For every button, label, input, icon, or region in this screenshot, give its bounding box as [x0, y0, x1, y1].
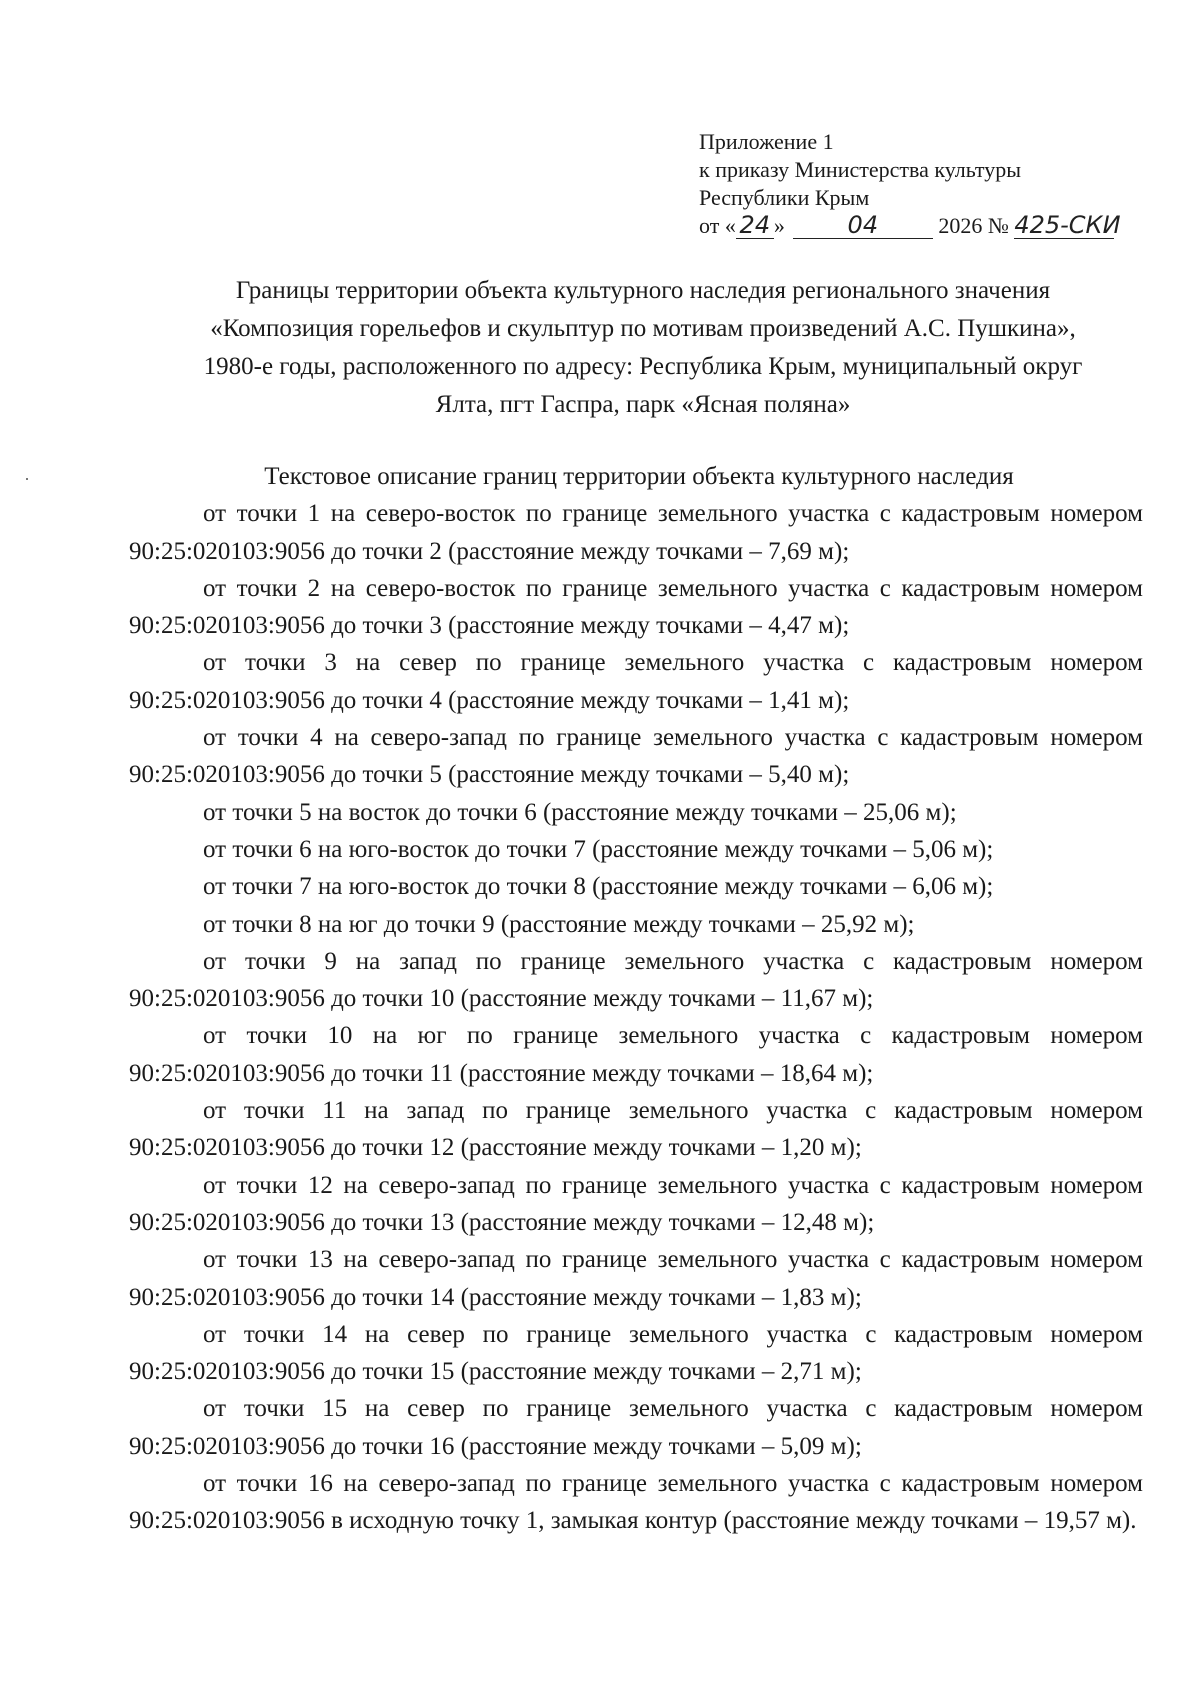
- day-suffix: »: [773, 213, 785, 238]
- boundary-paragraph: от точки 7 на юго-восток до точки 8 (расстояние между точками – 6,06 м);: [203, 873, 994, 901]
- section-subheading: Текстовое описание границ территории объекта культурного наследия: [264, 463, 1014, 490]
- title-line: Границы территории объекта культурного наследия регионального значения: [235, 277, 1051, 304]
- boundary-description: [129, 458, 1143, 1540]
- year-number-label: 2026 №: [938, 213, 1009, 238]
- boundary-paragraph: от точки 6 на юго-восток до точки 7 (расстояние между точками – 5,06 м);: [203, 835, 994, 863]
- boundary-paragraph: от точки 12 на северо-запад по границе земельного участка с кадастровым номером 90:25:020103:9056 до точки 13 (расстояние между точками – 12,48 м);: [129, 1171, 1143, 1236]
- title-line: «Композиция горельефов и скульптур по мотивам произведений А.С. Пушкина»,: [210, 315, 1076, 342]
- boundary-paragraph: от точки 10 на юг по границе земельного участка с кадастровым номером 90:25:020103:9056 до точки 11 (расстояние между точками – 18,64 м);: [129, 1022, 1143, 1087]
- appendix-date-line: [699, 211, 1121, 240]
- handwritten-order-number: 425-СКИ: [1014, 211, 1121, 239]
- boundary-paragraph: от точки 4 на северо-запад по границе земельного участка с кадастровым номером 90:25:020103:9056 до точки 5 (расстояние между точками – 5,40 м);: [129, 724, 1143, 789]
- appendix-order-ref: к приказу Министерства культуры: [699, 157, 1022, 182]
- appendix-label: Приложение 1: [699, 129, 834, 154]
- appendix-header: [699, 128, 1121, 240]
- boundary-paragraph: от точки 11 на запад по границе земельного участка с кадастровым номером 90:25:020103:9056 до точки 12 (расстояние между точками – 1,20 м);: [129, 1097, 1143, 1162]
- boundary-paragraph: от точки 2 на северо-восток по границе земельного участка с кадастровым номером 90:25:020103:9056 до точки 3 (расстояние между точками – 4,47 м);: [129, 574, 1143, 640]
- scan-dot: [26, 478, 28, 480]
- boundary-paragraph: от точки 5 на восток до точки 6 (расстояние между точками – 25,06 м);: [203, 798, 957, 826]
- boundary-paragraph: от точки 15 на север по границе земельного участка с кадастровым номером 90:25:020103:9056 до точки 16 (расстояние между точками – 5,09 м);: [129, 1395, 1143, 1460]
- boundary-paragraph: от точки 16 на северо-запад по границе земельного участка с кадастровым номером 90:25:020103:9056 в исходную точку 1, замыкая контур (расстояние между точками – 19,57 м).: [129, 1470, 1143, 1535]
- boundary-paragraph: от точки 8 на юг до точки 9 (расстояние между точками – 25,92 м);: [203, 910, 915, 938]
- document-title: [128, 272, 1158, 424]
- appendix-republic: Республики Крым: [699, 185, 870, 210]
- boundary-paragraph: от точки 3 на север по границе земельного участка с кадастровым номером 90:25:020103:9056 до точки 4 (расстояние между точками – 1,41 м);: [129, 649, 1143, 714]
- boundary-paragraph: от точки 14 на север по границе земельного участка с кадастровым номером 90:25:020103:9056 до точки 15 (расстояние между точками – 2,71 м);: [129, 1320, 1143, 1386]
- boundary-paragraph: от точки 1 на северо-восток по границе земельного участка с кадастровым номером 90:25:020103:9056 до точки 2 (расстояние между точками – 7,69 м);: [129, 500, 1143, 565]
- title-line: Ялта, пгт Гаспра, парк «Ясная поляна»: [435, 391, 851, 418]
- title-line: 1980-е годы, расположенного по адресу: Республика Крым, муниципальный округ: [203, 353, 1083, 380]
- boundary-paragraph: от точки 13 на северо-запад по границе земельного участка с кадастровым номером 90:25:020103:9056 до точки 14 (расстояние между точками – 1,83 м);: [129, 1246, 1143, 1311]
- handwritten-month: 04: [793, 214, 933, 239]
- boundary-paragraph: от точки 9 на запад по границе земельного участка с кадастровым номером 90:25:020103:9056 до точки 10 (расстояние между точками – 11,67 м);: [129, 947, 1143, 1013]
- handwritten-day: 24: [736, 214, 774, 239]
- date-prefix: от «: [699, 213, 736, 238]
